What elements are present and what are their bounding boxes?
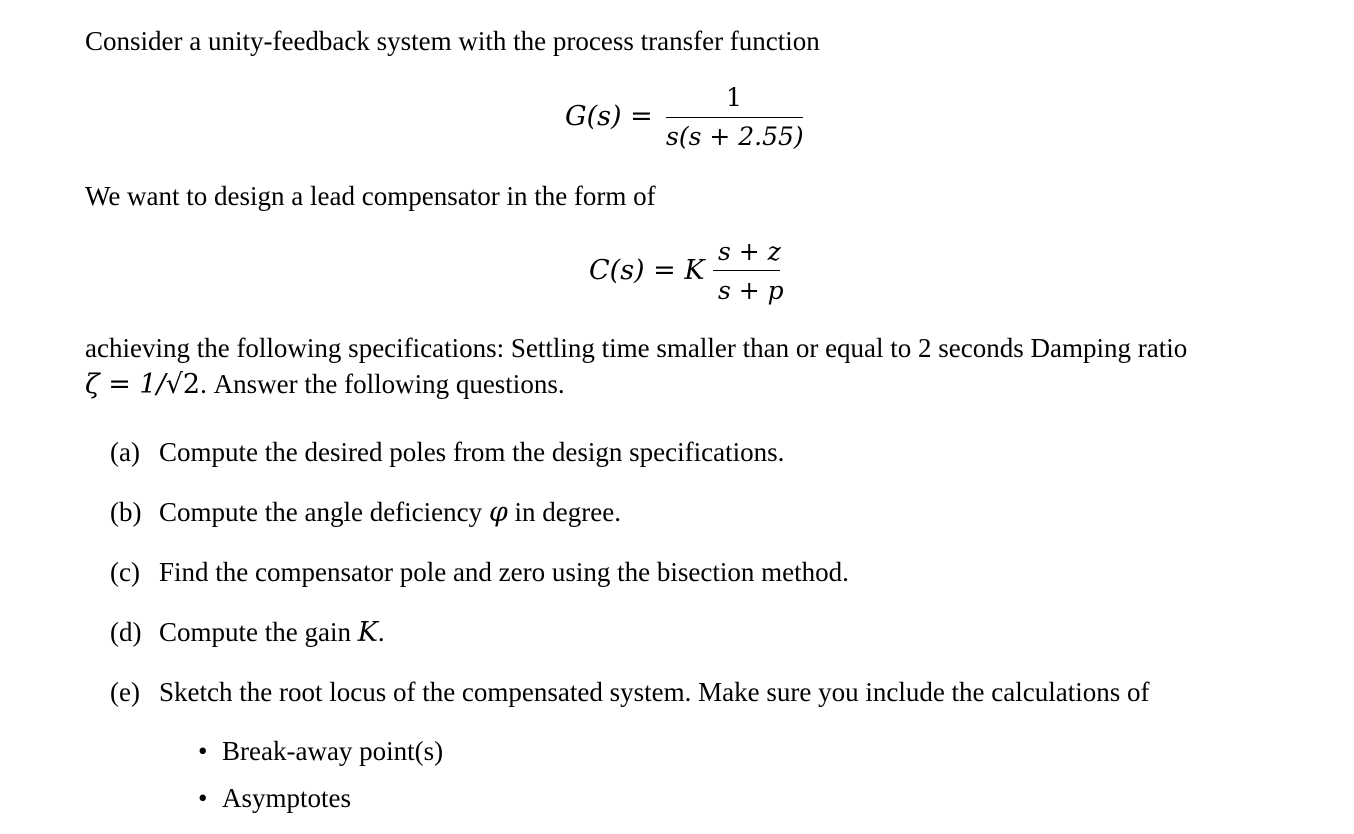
- bullet-icon: •: [198, 736, 208, 766]
- question-text: Compute the desired poles from the design specifications.: [159, 437, 785, 467]
- damping-ratio-line: [85, 367, 565, 402]
- question-text-after: in degree.: [507, 497, 621, 527]
- bullet-text: Asymptotes: [222, 783, 352, 813]
- sqrt-argument: 2: [182, 369, 201, 400]
- question-text: Find the compensator pole and zero using the bisection method.: [159, 557, 849, 587]
- fraction-bar: [666, 117, 803, 118]
- question-text: [159, 495, 621, 530]
- lead-compensator-sentence: We want to design a lead compensator in the form of: [85, 181, 656, 211]
- gain-symbol: K: [357, 617, 378, 648]
- answer-instruction: . Answer the following questions.: [200, 369, 565, 399]
- question-text-after: .: [377, 617, 385, 647]
- bullet-icon: •: [198, 783, 208, 813]
- question-text-before: Compute the gain: [159, 617, 358, 647]
- zeta-expression: ζ = 1/: [85, 369, 166, 400]
- question-label: (a): [110, 437, 140, 467]
- equation-lhs: [565, 100, 653, 134]
- compensator-denominator: s + p: [718, 276, 784, 305]
- compensator-numerator: s + z: [718, 237, 781, 266]
- intro-text: Consider a unity-feedback system with the process transfer function: [85, 26, 820, 56]
- equation-lhs-text: G(s) =: [565, 101, 653, 132]
- equation-numerator: 1: [726, 83, 742, 112]
- question-text: [159, 615, 385, 650]
- bullet-text: Break-away point(s): [222, 736, 444, 766]
- sqrt-icon: √: [165, 369, 183, 400]
- question-text: Sketch the root locus of the compensated system. Make sure you include the calculations of: [159, 677, 1150, 707]
- question-label: (b): [110, 497, 142, 527]
- question-label: (d): [110, 617, 142, 647]
- compensator-lhs: C(s) = K: [589, 255, 705, 286]
- question-label: (c): [110, 557, 140, 587]
- specifications-line: achieving the following specifications: Settling time smaller than or equal to 2 seconds Damping ratio: [85, 333, 1188, 363]
- question-label: (e): [110, 677, 140, 707]
- compensator-fraction-bar: [713, 270, 780, 271]
- question-text-before: Compute the angle deficiency: [159, 497, 489, 527]
- equation-denominator: s(s + 2.55): [666, 122, 804, 151]
- phi-symbol: φ: [488, 497, 508, 528]
